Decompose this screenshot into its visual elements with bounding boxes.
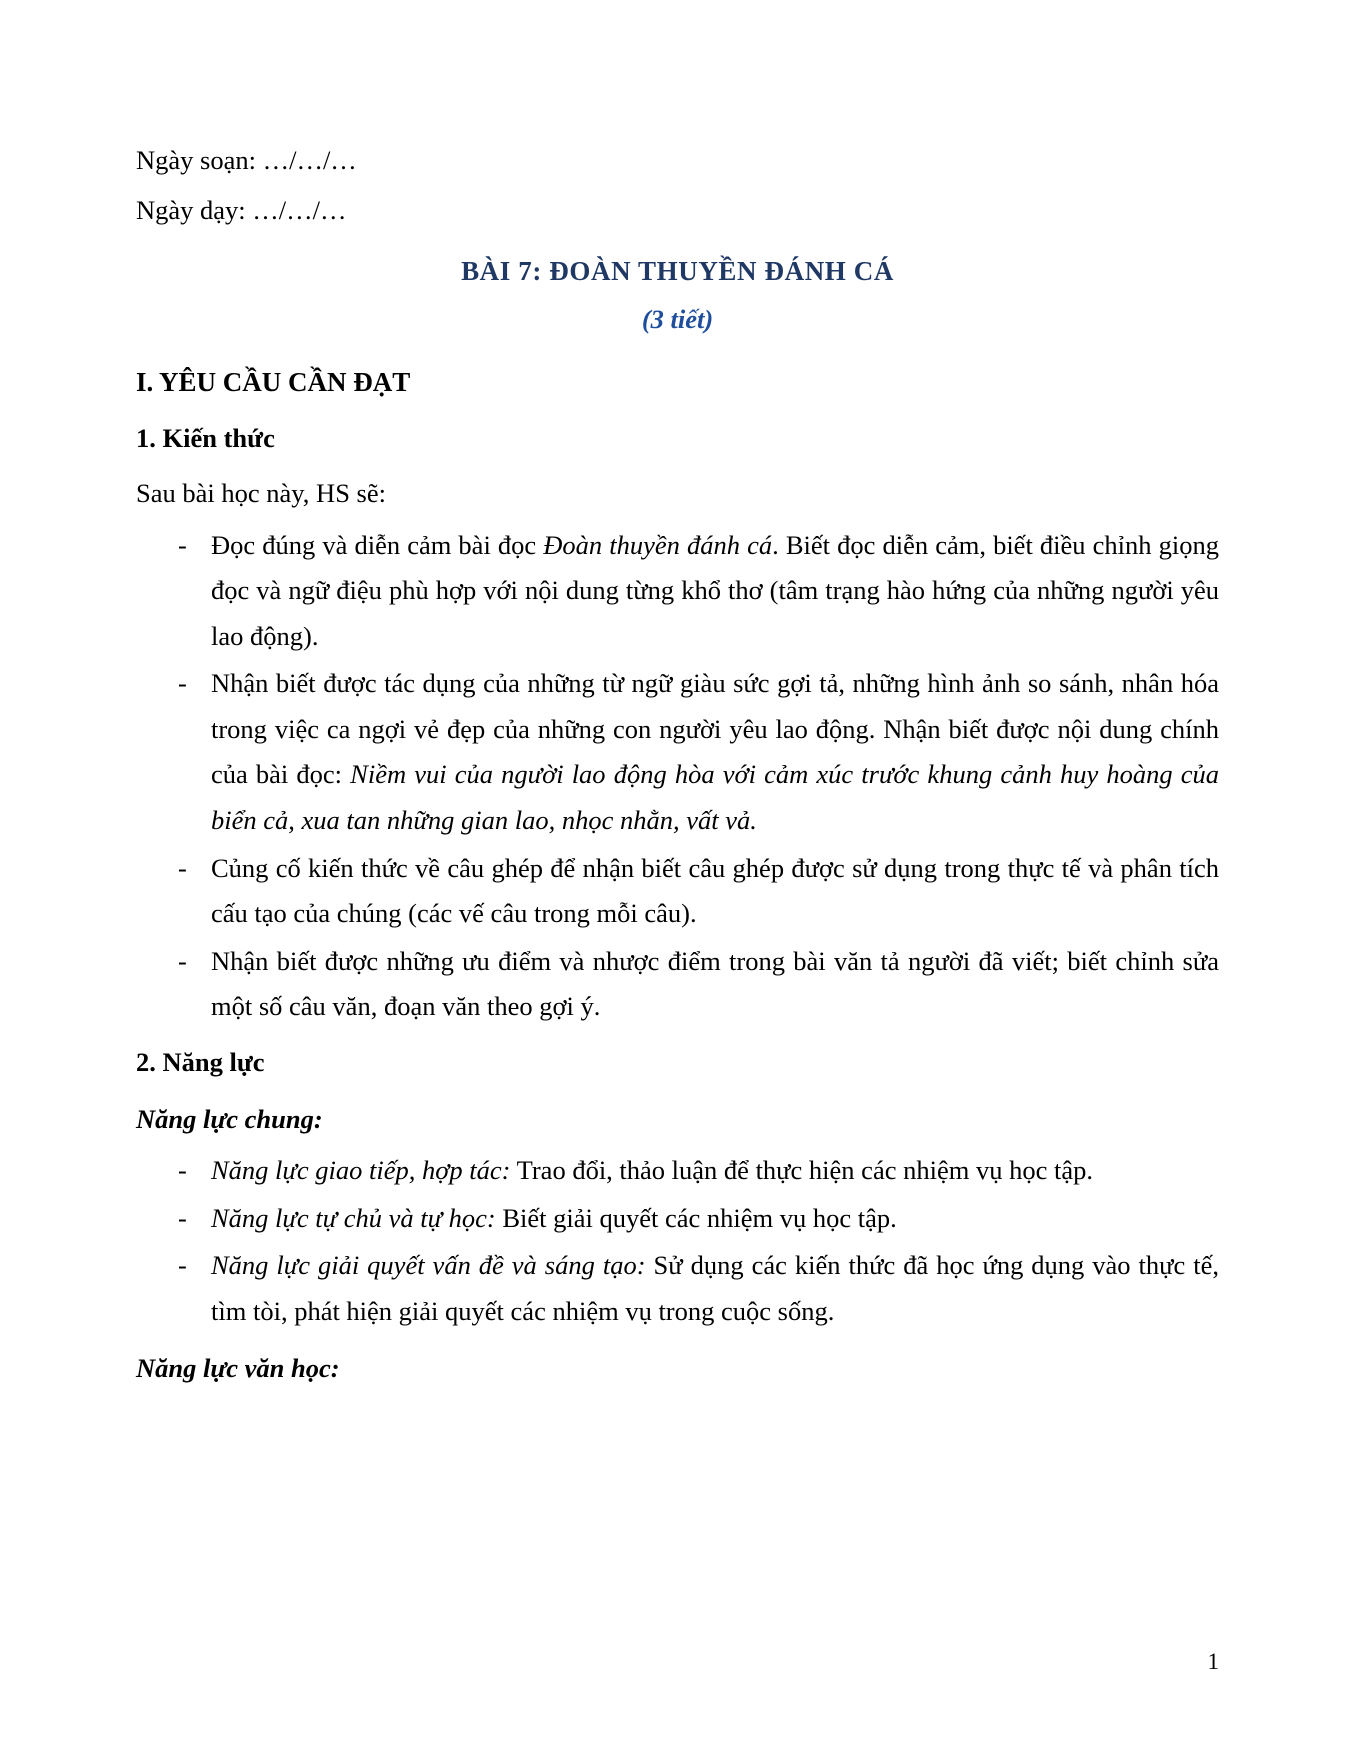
body-text: Đọc đúng và diễn cảm bài đọc (211, 529, 544, 560)
emphasis-text: Năng lực giải quyết vấn đề và sáng tạo: (211, 1250, 646, 1281)
section-heading-requirements: I. YÊU CẦU CẦN ĐẠT (136, 367, 411, 398)
knowledge-bullet-list (136, 523, 1219, 1030)
emphasis-text: Đoàn thuyền đánh cá (543, 529, 773, 560)
body-text: Nhận biết được những ưu điểm và nhược điểm trong bài văn tả người đã viết; biết chỉnh sửa một số câu văn, đoạn văn theo gợi ý. (211, 945, 1219, 1022)
page-subtitle: (3 tiết) (641, 303, 714, 334)
emphasis-text: Năng lực giao tiếp, hợp tác: (211, 1155, 511, 1186)
knowledge-intro-text: Sau bài học này, HS sẽ: (136, 477, 386, 508)
body-text: Củng cố kiến thức về câu ghép để nhận biết câu ghép được sử dụng trong thực tế và phân tích cấu tạo của chúng (các vế câu trong mỗi câu). (211, 852, 1219, 929)
body-text: Biết giải quyết các nhiệm vụ học tập. (495, 1202, 897, 1233)
list-item (136, 1148, 1219, 1194)
list-item (136, 939, 1219, 1030)
body-text: . Biết đọc diễn cảm, biết điều chỉnh giọng đọc và ngữ điệu phù hợp với nội dung từng khổ thơ (tâm trạng hào hứng của những người yêu lao động). (211, 529, 1219, 651)
subsection-heading-knowledge: 1. Kiến thức (136, 422, 275, 453)
emphasis-text: Niềm vui của người lao động hòa với cảm xúc trước khung cảnh huy hoàng của biển cả, xua tan những gian lao, nhọc nhằn, vất vả. (211, 759, 1219, 836)
page-number: 1 (1207, 1649, 1219, 1674)
date-taught-line: Ngày dạy: …/…/… (136, 194, 347, 225)
list-item (136, 1196, 1219, 1242)
competency-general-bullet-list (136, 1148, 1219, 1334)
body-text: Nhận biết được tác dụng của những từ ngữ giàu sức gợi tả, những hình ảnh so sánh, nhân hóa trong việc ca ngợi vẻ đẹp của những con người yêu lao động. Nhận biết được nội dung chính của bài đọc: (211, 668, 1219, 790)
emphasis-text: Năng lực tự chủ và tự học: (211, 1202, 496, 1233)
competency-general-heading: Năng lực chung: (136, 1103, 323, 1134)
list-item (136, 661, 1219, 843)
competency-literary-heading: Năng lực văn học: (136, 1353, 340, 1384)
page-title: BÀI 7: ĐOÀN THUYỀN ĐÁNH CÁ (461, 256, 894, 287)
list-item (136, 523, 1219, 660)
subsection-heading-competency: 2. Năng lực (136, 1046, 265, 1077)
date-prepared-line: Ngày soạn: …/…/… (136, 145, 357, 175)
list-item (136, 846, 1219, 937)
list-item (136, 1243, 1219, 1334)
document-body (136, 138, 1219, 1391)
body-text: Trao đổi, thảo luận để thực hiện các nhiệm vụ học tập. (510, 1155, 1093, 1186)
body-text: Sử dụng các kiến thức đã học ứng dụng vào thực tế, tìm tòi, phát hiện giải quyết các nhiệm vụ trong cuộc sống. (211, 1250, 1220, 1326)
